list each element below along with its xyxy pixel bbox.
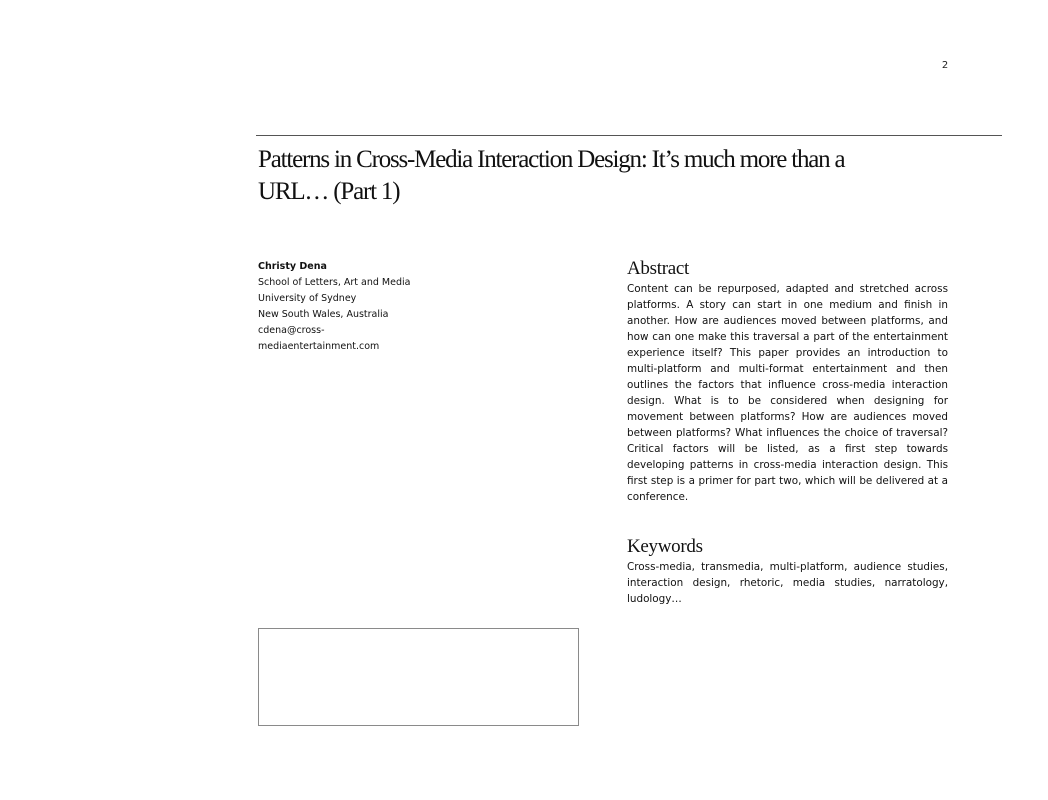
abstract-heading: Abstract [627, 258, 689, 279]
paper-title: Patterns in Cross-Media Interaction Design: It’s much more than a URL… (Part 1) [258, 146, 845, 205]
author-name: Christy Dena [258, 261, 327, 272]
author-affiliation-line: New South Wales, Australia [258, 309, 389, 320]
author-affiliation-line: School of Letters, Art and Media [258, 277, 411, 288]
author-block [258, 259, 418, 355]
author-affiliation-line: University of Sydney [258, 293, 357, 304]
keywords-section [627, 535, 948, 607]
abstract-section [627, 257, 948, 505]
author-email-line: cdena@cross- [258, 325, 325, 336]
abstract-body: Content can be repurposed, adapted and stretched across platforms. A story can start in one medium and finish in another. How are audiences moved between platforms, and how can one make this traversal a part of the entertainment experience itself? This paper provides an introduction to multi-platform and multi-format entertainment and then outlines the factors that influence cross-media interaction design. What is to be considered when designing for movement between platforms? How are audiences moved between platforms? What influences the choice of traversal? Critical factors will be listed, as a first step towards developing patterns in cross-media interaction design. This first step is a primer for part two, which will be delivered at a conference. [627, 283, 948, 503]
keywords-heading: Keywords [627, 536, 703, 557]
page-number: 2 [941, 60, 949, 71]
copyright-box [258, 628, 579, 726]
author-email-line: mediaentertainment.com [258, 341, 380, 352]
title-divider [256, 135, 1002, 136]
keywords-body: Cross-media, transmedia, multi-platform, audience studies, interaction design, rhetoric, media studies, narratology, ludology… [627, 561, 948, 605]
